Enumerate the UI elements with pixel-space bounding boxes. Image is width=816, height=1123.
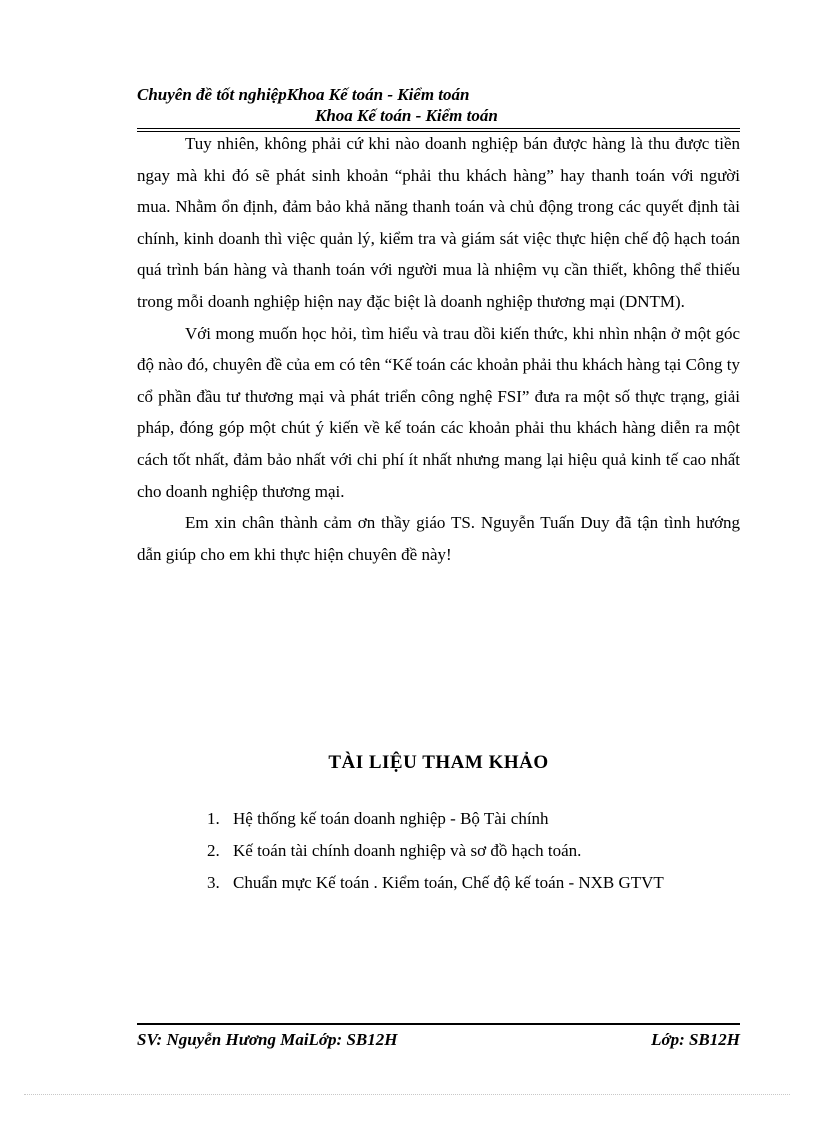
footer-class: Lớp: SB12H: [651, 1030, 740, 1049]
references-title: TÀI LIỆU THAM KHẢO: [328, 752, 549, 773]
list-item-number: 3.: [207, 873, 220, 892]
list-item-text: Kế toán tài chính doanh nghiệp và sơ đồ hạch toán.: [233, 841, 582, 860]
paragraph: Em xin chân thành cảm ơn thầy giáo TS. Nguyễn Tuấn Duy đã tận tình hướng dẫn giúp cho em khi thực hiện chuyên đề này!: [137, 513, 740, 564]
list-item-text: Chuẩn mực Kế toán . Kiểm toán, Chế độ kế toán - NXB GTVT: [233, 873, 664, 892]
header-title: Chuyên đề tốt nghiệpKhoa Kế toán - Kiểm toán: [137, 85, 470, 104]
page-bottom-edge: [24, 1094, 790, 1095]
footer-divider: [137, 1023, 740, 1025]
page-header: [137, 84, 740, 132]
list-item-number: 1.: [207, 809, 220, 828]
paragraph: Với mong muốn học hỏi, tìm hiểu và trau dồi kiến thức, khi nhìn nhận ở một góc độ nào đó, chuyên đề của em có tên “Kế toán các khoản phải thu khách hàng tại Công ty cổ phần đầu tư thương mại và phát triển công nghệ FSI” đưa ra một số thực trạng, giải pháp, đóng góp một chút ý kiến về kế toán các khoản phải thu khách hàng diễn ra một cách tốt nhất, đảm bảo nhất với chi phí ít nhất nhưng mang lại hiệu quả kinh tế cao nhất cho doanh nghiệp thương mại.: [137, 323, 740, 501]
list-item: [207, 869, 747, 901]
header-subtitle: Khoa Kế toán - Kiểm toán: [315, 106, 498, 125]
list-item: [207, 837, 747, 869]
paragraph: Tuy nhiên, không phải cứ khi nào doanh nghiệp bán được hàng là thu được tiền ngay mà khi đó sẽ phát sinh khoản “phải thu khách hàng” hay thanh toán với người mua. Nhằm ổn định, đảm bảo khả năng thanh toán và chủ động trong các quyết định tài chính, kinh doanh thì việc quản lý, kiểm tra và giám sát việc thực hiện chế độ hạch toán quá trình bán hàng và thanh toán với người mua là nhiệm vụ cần thiết, không thể thiếu trong mỗi doanh nghiệp hiện nay đặc biệt là doanh nghiệp thương mại (DNTM).: [137, 134, 740, 311]
footer-author: SV: Nguyễn Hương MaiLớp: SB12H: [137, 1030, 398, 1049]
list-item-text: Hệ thống kế toán doanh nghiệp - Bộ Tài chính: [233, 809, 549, 828]
page-footer: [137, 1023, 740, 1050]
body-text: [137, 128, 740, 570]
references-list: [207, 805, 747, 901]
list-item-number: 2.: [207, 841, 220, 860]
list-item: [207, 805, 747, 837]
